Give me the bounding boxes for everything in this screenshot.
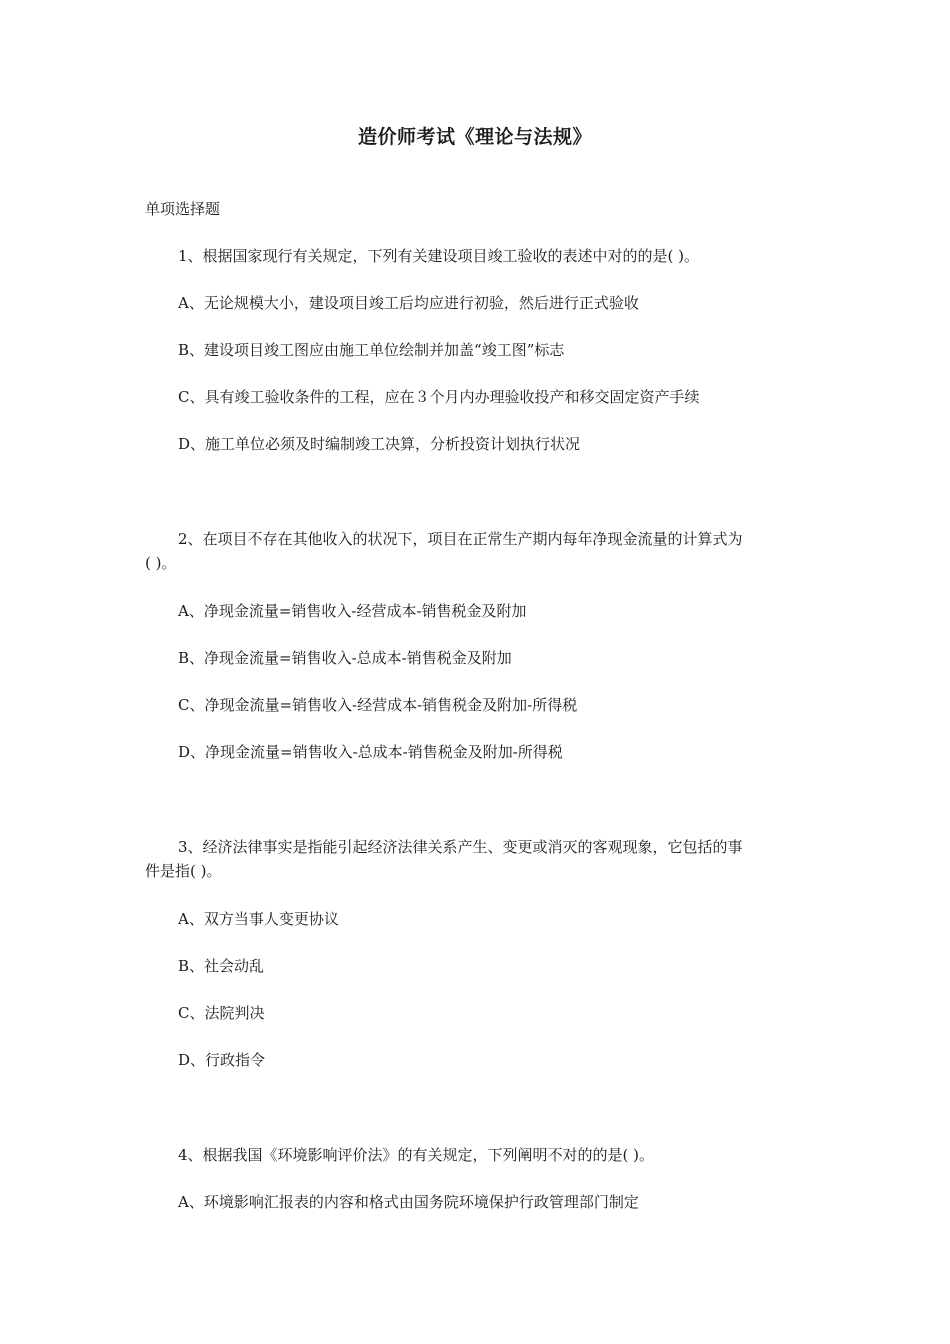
section-heading: 单项选择题 (145, 200, 221, 218)
question-2-option-a: A、净现金流量=销售收入-经营成本-销售税金及附加 (178, 602, 527, 620)
question-2-option-d: D、净现金流量=销售收入-总成本-销售税金及附加-所得税 (178, 743, 563, 761)
question-3-option-b: B、社会动乱 (178, 957, 265, 975)
question-1-option-b: B、建设项目竣工图应由施工单位绘制并加盖“竣工图”标志 (178, 341, 565, 359)
question-3-option-d: D、行政指令 (178, 1051, 266, 1069)
question-1-stem: 1、根据国家现行有关规定，下列有关建设项目竣工验收的表述中对的的是( )。 (178, 247, 700, 265)
question-2-option-b: B、净现金流量=销售收入-总成本-销售税金及附加 (178, 649, 512, 667)
question-1-option-c: C、具有竣工验收条件的工程，应在３个月内办理验收投产和移交固定资产手续 (178, 388, 700, 406)
question-3-option-a: A、双方当事人变更协议 (178, 910, 339, 928)
question-1-option-a: A、无论规模大小，建设项目竣工后均应进行初验，然后进行正式验收 (178, 294, 639, 312)
question-1-option-d: D、施工单位必须及时编制竣工决算，分析投资计划执行状况 (178, 435, 581, 453)
question-4-stem: 4、根据我国《环境影响评价法》的有关规定，下列阐明不对的的是( )。 (178, 1146, 655, 1164)
question-2-stem: 2、在项目不存在其他收入的状况下，项目在正常生产期内每年净现金流量的计算式为 (178, 530, 743, 548)
question-3-option-c: C、法院判决 (178, 1004, 265, 1022)
question-4-option-a: A、环境影响汇报表的内容和格式由国务院环境保护行政管理部门制定 (178, 1193, 639, 1211)
page-title: 造价师考试《理论与法规》 (357, 126, 592, 148)
question-2-stem-continued: ( )。 (145, 554, 177, 572)
question-3-stem: 3、经济法律事实是指能引起经济法律关系产生、变更或消灭的客观现象，它包括的事 (178, 838, 743, 856)
question-3-stem-continued: 件是指( )。 (145, 862, 222, 880)
question-2-option-c: C、净现金流量=销售收入-经营成本-销售税金及附加-所得税 (178, 696, 578, 714)
